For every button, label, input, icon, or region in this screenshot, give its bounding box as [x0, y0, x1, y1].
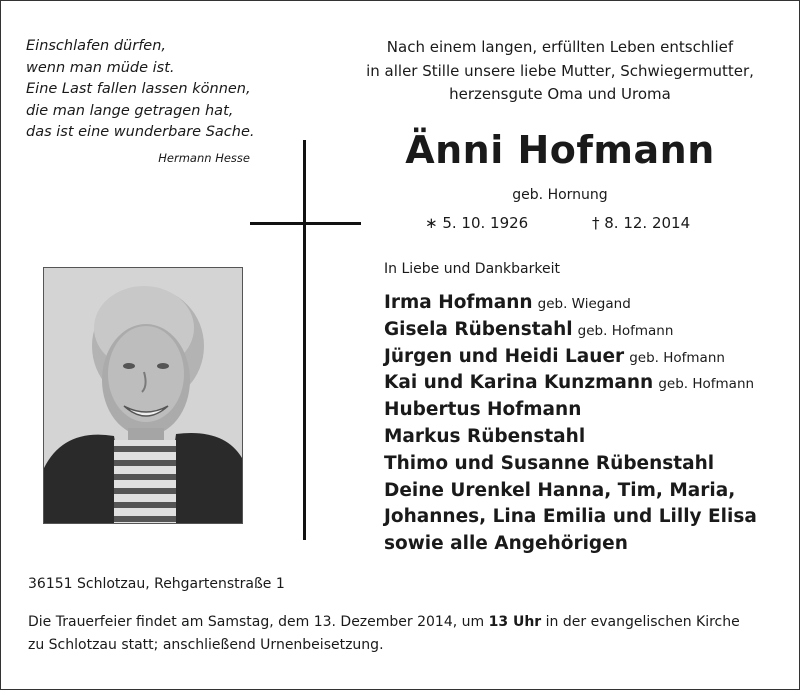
portrait-illustration — [44, 268, 242, 523]
intro-line: in aller Stille unsere liebe Mutter, Schwiegermutter, — [366, 61, 754, 80]
mourner-name: Irma Hofmann — [384, 292, 533, 313]
poem-line: wenn man müde ist. — [26, 59, 175, 76]
mourner-born-name: geb. Hofmann — [658, 376, 755, 393]
mourners-list — [384, 290, 784, 558]
intro-line: herzensgute Oma und Uroma — [449, 85, 671, 103]
poem-line: Einschlafen dürfen, — [26, 38, 167, 54]
death-date: † 8. 12. 2014 — [592, 214, 691, 232]
list-item — [384, 370, 784, 397]
poem-line: die man lange getragen hat, — [26, 102, 234, 119]
mourner-name: Hubertus Hofmann — [384, 399, 582, 421]
striped-shirt — [114, 440, 176, 523]
funeral-info — [28, 611, 788, 657]
mourner-name: Markus Rübenstahl — [384, 425, 586, 447]
intro-text — [350, 36, 770, 107]
born-name: geb. Hornung — [512, 187, 608, 203]
list-item — [384, 424, 784, 451]
poem — [26, 36, 256, 169]
family-address: 36151 Schlotzau, Rehgartenstraße 1 — [28, 576, 285, 592]
gratitude-line: In Liebe und Dankbarkeit — [384, 261, 560, 277]
funeral-time: 13 Uhr — [488, 614, 542, 630]
cross-icon — [250, 222, 361, 225]
funeral-line — [28, 611, 788, 634]
poem-author: Hermann Hesse — [158, 150, 250, 165]
mourner-name: Thimo und Susanne Rübenstahl — [384, 452, 715, 474]
birth-date: ∗ 5. 10. 1926 — [425, 214, 529, 232]
list-item — [384, 451, 784, 478]
deceased-name: Änni Hofmann — [405, 128, 715, 172]
intro-line: Nach einem langen, erfüllten Leben entschlief — [386, 38, 734, 56]
mourner-name: Kai und Karina Kunzmann — [384, 372, 654, 394]
mourner-name: Johannes, Lina Emilia und Lilly Elisa — [384, 506, 757, 528]
cross-icon — [303, 140, 306, 540]
mourner-born-name: geb. Hofmann — [629, 349, 725, 366]
funeral-line: zu Schlotzau statt; anschließend Urnenbeisetzung. — [28, 637, 384, 653]
list-item — [384, 531, 784, 558]
poem-line: das ist eine wunderbare Sache. — [26, 124, 255, 140]
poem-line: Eine Last fallen lassen können, — [26, 81, 251, 97]
mourner-born-name: geb. Wiegand — [537, 296, 631, 312]
list-item — [384, 397, 784, 424]
list-item — [384, 478, 784, 505]
list-item — [384, 317, 784, 344]
portrait-photo — [43, 267, 243, 524]
list-item — [384, 344, 784, 371]
mourner-name: sowie alle Angehörigen — [384, 533, 628, 555]
mourner-name: Jürgen und Heidi Lauer — [384, 345, 625, 367]
funeral-text: in der evangelischen Kirche — [541, 614, 740, 630]
mourner-name: Deine Urenkel Hanna, Tim, Maria, — [384, 479, 736, 501]
mourner-born-name: geb. Hofmann — [577, 322, 674, 339]
funeral-text: Die Trauerfeier findet am Samstag, dem 13. Dezember 2014, um — [28, 614, 489, 630]
list-item — [384, 290, 784, 317]
list-item — [384, 504, 784, 531]
mourner-name: Gisela Rübenstahl — [384, 318, 573, 340]
